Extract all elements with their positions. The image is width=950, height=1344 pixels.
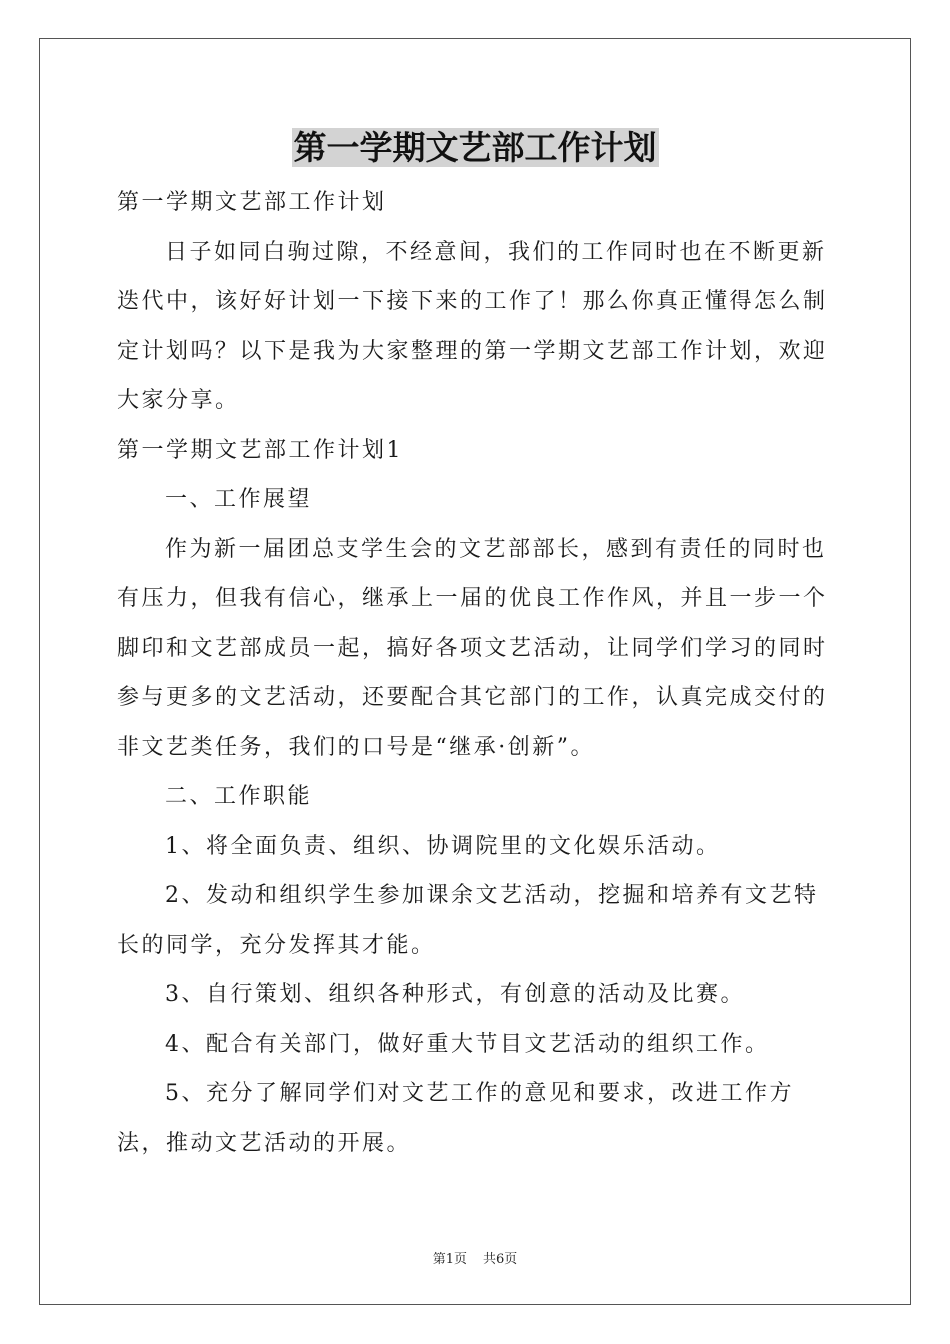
subtitle-paragraph: 第一学期文艺部工作计划	[117, 190, 387, 215]
document-body	[117, 178, 837, 1168]
function-item-4: 4、配合有关部门，做好重大节目文艺活动的组织工作。	[165, 1031, 770, 1057]
heading-work-functions: 二、工作职能	[165, 784, 313, 809]
page-number: 第1页	[432, 1252, 467, 1267]
function-item-2: 2、发动和组织学生参加课余文艺活动，挖掘和培养有文艺特长的同学，充分发挥其才能。	[117, 883, 819, 958]
section-heading: 第一学期文艺部工作计划1	[117, 437, 403, 463]
function-item-3: 3、自行策划、组织各种形式，有创意的活动及比赛。	[165, 982, 745, 1007]
intro-paragraph: 日子如同白驹过隙，不经意间，我们的工作同时也在不断更新迭代中，该好好计划一下接下来的工作了！那么你真正懂得怎么制定计划吗？以下是我为大家整理的第一学期文艺部工作计划，欢迎大家分享。	[117, 239, 828, 413]
outlook-paragraph: 作为新一届团总支学生会的文艺部部长，感到有责任的同时也有压力，但我有信心，继承上一届的优良工作作风，并且一步一个脚印和文艺部成员一起，搞好各项文艺活动，让同学们学习的同时参与更多的文艺活动，还要配合其它部门的工作，认真完成交付的非文艺类任务，我们的口号是“继承·创新”。	[117, 536, 828, 760]
page-total: 共6页	[483, 1252, 518, 1267]
function-item-5: 5、充分了解同学们对文艺工作的意见和要求，改进工作方法，推动文艺活动的开展。	[117, 1081, 794, 1156]
document-title-text: 第一学期文艺部工作计划	[293, 128, 657, 167]
function-item-1: 1、将全面负责、组织、协调院里的文化娱乐活动。	[165, 833, 721, 859]
heading-work-outlook: 一、工作展望	[165, 487, 313, 512]
page-footer	[0, 1248, 950, 1267]
document-title	[0, 126, 950, 170]
